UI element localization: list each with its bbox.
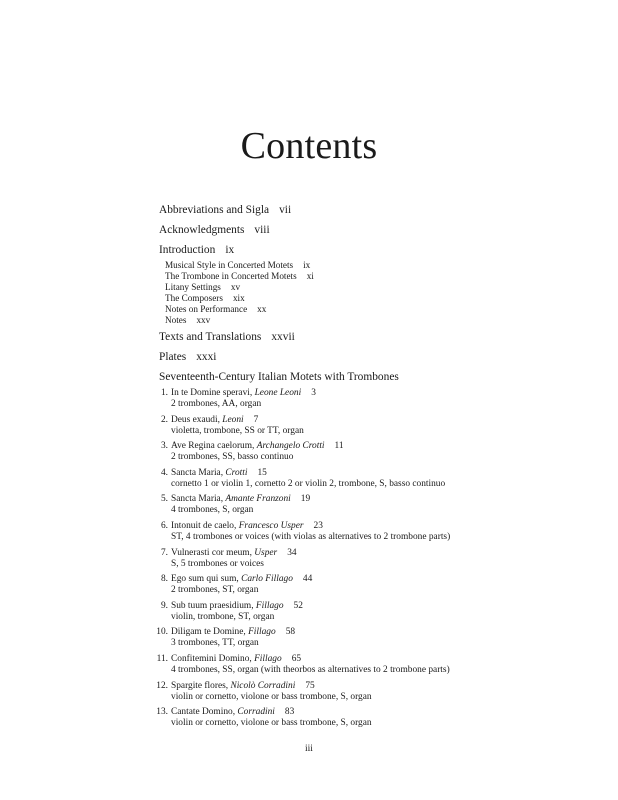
motet-item[interactable] [159,388,599,410]
motet-composer: Usper [254,547,278,558]
motet-number: 2. [160,414,168,425]
motet-scoring: violin or cornetto, violone or bass trombone, S, organ [171,691,372,702]
toc-entry-texts-translations[interactable] [159,331,599,344]
motet-composer: Fillago [248,627,276,638]
motet-page: 52 [293,600,303,611]
motet-number: 4. [160,467,168,478]
motet-number: 12. [156,680,168,691]
motet-composer: Corradini [237,707,275,718]
page-title: Contents [240,125,378,167]
motet-item[interactable] [159,601,599,623]
motet-page: 58 [285,627,296,638]
motet-composer: Leone Leoni [254,388,302,398]
motet-number: 8. [160,574,168,585]
toc-subentry[interactable] [165,271,599,282]
motet-page: 75 [305,680,315,691]
motet-scoring: 2 trombones, SS, basso continuo [171,452,294,463]
motet-number: 7. [160,547,168,558]
motet-scoring: violin, trombone, ST, organ [171,611,275,622]
motet-composer: Carlo Fillago [241,574,293,585]
motet-item[interactable] [156,627,599,649]
motet-title: Ave Regina caelorum, [171,441,255,452]
toc-entry-acknowledgments[interactable] [159,224,599,237]
toc-subentry[interactable] [165,304,599,315]
toc-subentry-label: The Composers [165,293,223,303]
motet-page: 65 [291,653,302,664]
motet-title: Vulnerasti cor meum, [171,547,252,558]
motet-composer: Fillago [255,600,284,611]
toc-entry-label: Abbreviations and Sigla [159,204,270,216]
motet-list [156,388,599,729]
motet-item[interactable] [156,653,599,676]
toc-subentry[interactable] [165,293,599,304]
toc-subentry-page: xv [230,282,241,292]
motet-title: Confitemini Domino, [171,653,252,664]
toc-entry-label: Introduction [159,244,216,256]
motet-page: 11 [334,441,344,452]
toc-entry-plates[interactable] [159,351,599,364]
motet-number: 13. [156,707,168,718]
motet-title: Sancta Maria, [171,467,224,478]
motet-title: Deus exaudi, [171,414,220,425]
motet-scoring: violetta, trombone, SS or TT, organ [171,425,304,436]
toc-subentry-label: Notes on Performance [165,304,248,314]
motet-item[interactable] [159,574,599,596]
motet-title: Cantate Domino, [171,707,236,718]
motet-scoring: cornetto 1 or violin 1, cornetto 2 or violin 2, trombone, S, basso continuo [171,478,446,489]
motet-scoring: 4 trombones, S, organ [171,505,254,516]
motet-number: 11. [156,653,168,664]
toc-subentry-label: Notes [165,315,187,325]
motet-scoring: violin or cornetto, violone or bass trombone, S, organ [171,718,372,729]
toc-entry-introduction[interactable] [159,244,599,257]
table-of-contents [156,204,599,734]
toc-subentry-label: Litany Settings [165,282,221,292]
motet-item[interactable] [156,680,599,703]
motet-number: 1. [160,388,168,398]
motet-composer: Amante Franzoni [225,494,291,505]
motet-composer: Leoni [222,414,244,425]
toc-entry-page: xxvii [271,331,295,343]
motet-scoring: 3 trombones, TT, organ [171,638,259,649]
motet-composer: Nicolò Corradini [230,680,296,691]
motet-composer: Archangelo Crotti [256,441,325,452]
toc-subentry-page: xxv [196,315,211,325]
motet-title: Ego sum qui sum, [171,574,239,585]
toc-entry-page: ix [225,244,235,256]
motet-item[interactable] [159,521,599,543]
motet-scoring: ST, 4 trombones or voices (with violas as alternatives to 2 trombone parts) [171,531,451,542]
motet-item[interactable] [159,548,599,570]
motet-page: 3 [311,388,316,398]
motet-number: 5. [160,494,168,505]
toc-entry-page: viii [254,224,270,236]
toc-subentry-page: xi [306,271,314,281]
toc-subentry-page: xix [232,293,245,303]
motet-title: Diligam te Domine, [171,627,246,638]
motet-scoring: 2 trombones, ST, organ [171,585,259,596]
toc-entry-label: Plates [159,351,187,363]
motet-page: 15 [257,467,267,478]
page-number: iii [305,744,313,754]
motet-item[interactable] [159,415,599,437]
toc-entry-abbreviations[interactable] [159,204,599,217]
motet-number: 10. [156,627,168,638]
motet-title: Sancta Maria, [171,494,224,505]
toc-entry-page: vii [279,204,292,216]
motet-number: 9. [160,600,168,611]
motet-title: In te Domine speravi, [171,388,253,398]
motet-page: 23 [313,520,323,531]
toc-entry-page: xxxi [196,351,217,363]
motet-item[interactable] [159,468,599,490]
toc-subentry[interactable] [165,282,599,293]
toc-subentry-label: Musical Style in Concerted Motets [165,260,294,270]
motet-item[interactable] [159,441,599,463]
motet-page: 7 [253,414,259,425]
motet-page: 83 [284,707,295,718]
motet-scoring: 2 trombones, AA, organ [171,399,262,409]
toc-subentry[interactable] [165,260,599,271]
motet-composer: Fillago [254,653,282,664]
motet-composer: Crotti [225,467,248,478]
motet-item[interactable] [156,707,599,729]
motet-page: 44 [302,574,313,585]
motet-number: 3. [160,441,168,452]
toc-subentry-page: ix [303,260,311,270]
toc-entry-label: Acknowledgments [159,224,245,236]
toc-subentry-page: xx [257,304,267,314]
motet-number: 6. [160,520,168,531]
motet-title: Intonuit de caelo, [171,520,237,531]
introduction-subentries [165,260,599,326]
motet-scoring: S, 5 trombones or voices [171,558,264,569]
motet-composer: Francesco Usper [238,520,304,531]
toc-subentry-label: The Trombone in Concerted Motets [165,271,297,281]
motet-scoring: 4 trombones, SS, organ (with theorbos as alternatives to 2 trombone parts) [171,664,450,675]
toc-entry-label: Texts and Translations [159,331,262,343]
motet-page: 19 [300,494,311,505]
motet-item[interactable] [159,494,599,516]
motet-page: 34 [287,547,297,558]
motet-title: Spargite flores, [171,680,229,691]
section-heading: Seventeenth-Century Italian Motets with Trombones [159,371,399,383]
motet-title: Sub tuum praesidium, [171,600,254,611]
toc-subentry[interactable] [165,315,599,326]
